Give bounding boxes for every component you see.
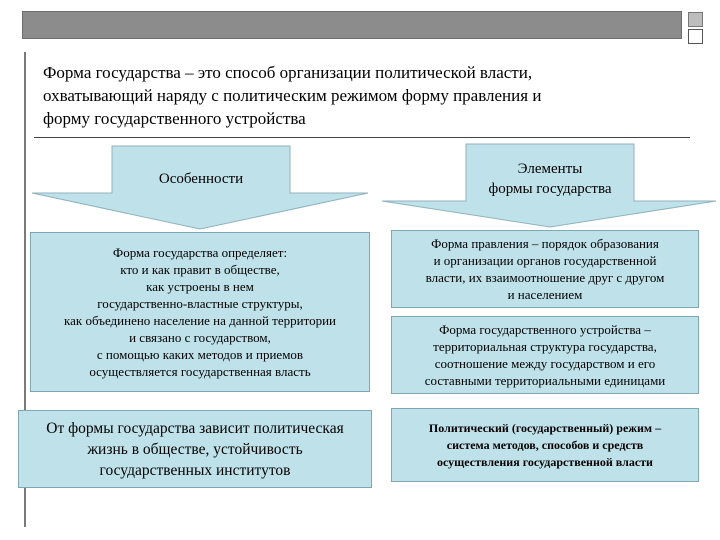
box-line: и населением xyxy=(507,287,583,302)
features-box xyxy=(30,232,370,392)
box-line: Политический (государственный) режим – xyxy=(428,420,662,435)
arrow-label-features: Особенности xyxy=(158,171,244,187)
form-of-government-box xyxy=(391,230,699,308)
definition-text xyxy=(43,61,683,130)
dependence-box xyxy=(18,410,372,488)
box-line: государственно-властные структуры, xyxy=(97,296,303,311)
arrow-label-line: Элементы xyxy=(517,161,583,177)
title-bar xyxy=(22,11,682,39)
box-line: как устроены в нем xyxy=(146,279,254,294)
box-line: государственных институтов xyxy=(99,461,291,479)
box-line: осуществления государственной власти xyxy=(437,454,653,469)
box-line: система методов, способов и средств xyxy=(446,437,644,452)
box-line: территориальная структура государства, xyxy=(433,339,657,354)
box-line: составными территориальными единицами xyxy=(424,373,666,388)
corner-square-gray xyxy=(688,12,703,27)
political-regime-box xyxy=(391,408,699,482)
arrow-label-elements xyxy=(466,159,634,199)
box-line: От формы государства зависит политическая xyxy=(46,419,344,437)
box-line: осуществляется государственная власть xyxy=(89,364,311,379)
box-line: кто и как правит в обществе, xyxy=(120,262,280,277)
box-line: и организации органов государственной xyxy=(433,253,657,268)
box-line: и связано с государством, xyxy=(129,330,271,345)
box-line: Форма правления – порядок образования xyxy=(431,236,659,251)
territorial-structure-box xyxy=(391,316,699,394)
definition-line: Форма государства – это способ организации политической власти, xyxy=(43,63,533,82)
box-line: жизнь в обществе, устойчивость xyxy=(87,440,303,458)
box-line: Форма государства определяет: xyxy=(112,245,288,260)
box-line: соотношение между государством и его xyxy=(434,356,656,371)
definition-line: охватывающий наряду с политическим режимом форму правления и xyxy=(43,86,542,105)
arrow-features xyxy=(30,145,370,230)
box-line: как объединено население на данной территории xyxy=(63,313,336,328)
box-line: с помощью каких методов и приемов xyxy=(96,347,304,362)
corner-square-white xyxy=(688,29,703,44)
arrow-label-line: формы государства xyxy=(488,181,612,197)
box-line: власти, их взаимоотношение друг с другом xyxy=(425,270,665,285)
definition-line: форму государственного устройства xyxy=(43,109,306,128)
box-line: Форма государственного устройства – xyxy=(439,322,651,337)
horizontal-divider xyxy=(34,137,690,138)
arrow-elements xyxy=(378,143,718,228)
